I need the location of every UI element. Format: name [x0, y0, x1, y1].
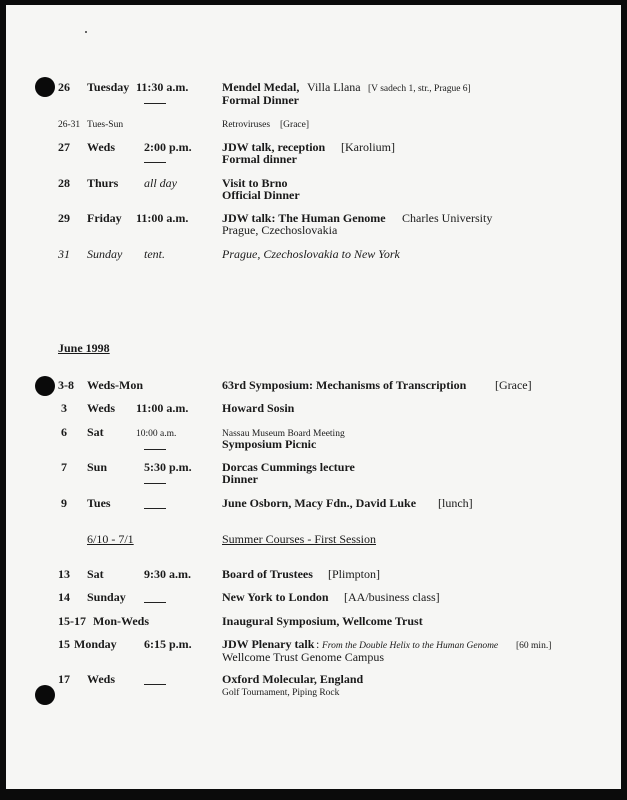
entry-line2: Formal Dinner [222, 93, 299, 107]
entry-note: [Karolium] [341, 140, 395, 154]
entry-title: Howard Sosin [222, 401, 295, 415]
entry-title: Inaugural Symposium, Wellcome Trust [222, 614, 423, 628]
entry-day: Sunday [87, 247, 123, 261]
paper-speck [85, 31, 87, 33]
entry-title: Summer Courses - First Session [222, 532, 377, 546]
entry-title: Dorcas Cummings lecture [222, 460, 355, 474]
time-blank-line [144, 602, 166, 603]
entry-time: 2:00 p.m. [144, 140, 192, 154]
entry-day: Tues-Sun [87, 120, 124, 130]
entry-title: New York to London [222, 590, 329, 604]
entry-day: Sunday [87, 590, 126, 604]
entry-note: [AA/business class] [344, 590, 440, 604]
time-blank-line [144, 162, 166, 163]
entry-title: June Osborn, Macy Fdn., David Luke [222, 496, 417, 510]
entry-date: 14 [58, 590, 70, 604]
time-blank-line [144, 103, 166, 104]
entry-date: 9 [61, 496, 67, 510]
entry-title: 63rd Symposium: Mechanisms of Transcription [222, 378, 467, 392]
entry-time: 9:30 a.m. [144, 567, 191, 581]
entry-line2: Dinner [222, 472, 258, 486]
time-blank-line [144, 449, 166, 450]
entry-time: 6:15 p.m. [144, 637, 192, 651]
entry-line2: Prague, Czechoslovakia [222, 223, 338, 237]
entry-date: 26-31 [58, 120, 81, 130]
entry-day: Weds-Mon [87, 378, 144, 392]
entry-detail: From the Double Helix to the Human Genome [322, 641, 499, 651]
binder-hole-bottom [35, 685, 55, 705]
entry-line2: Symposium Picnic [222, 437, 317, 451]
entry-title: Nassau Museum Board Meeting [222, 429, 345, 439]
time-blank-line [144, 483, 166, 484]
entry-line2: Wellcome Trust Genome Campus [222, 650, 385, 664]
entry-note: [Grace] [280, 120, 310, 130]
entry-title: JDW talk, reception [222, 140, 326, 154]
entry-time: 11:30 a.m. [136, 80, 189, 94]
entry-date: 6 [61, 425, 67, 439]
entry-line2: Formal dinner [222, 152, 297, 166]
entry-date: 26 [58, 80, 70, 94]
entry-detail: Charles University [402, 211, 493, 225]
entry-day: Friday [87, 211, 122, 225]
entry-note: [lunch] [438, 496, 473, 510]
time-blank-line [144, 508, 166, 509]
entry-title: JDW talk: The Human Genome [222, 211, 386, 225]
entry-date: 27 [58, 140, 70, 154]
entry-title: JDW Plenary talk [222, 637, 315, 651]
month-heading: June 1998 [58, 341, 110, 355]
entry-day: Mon-Weds [93, 614, 150, 628]
entry-day: Weds [87, 401, 116, 415]
entry-date: 17 [58, 672, 70, 686]
entry-date: 15-17 [58, 614, 86, 628]
entry-date: 3 [61, 401, 67, 415]
entry-time: 11:00 a.m. [136, 401, 189, 415]
entry-date: 28 [58, 176, 70, 190]
entry-date: 29 [58, 211, 70, 225]
entry-date: 7 [61, 460, 67, 474]
entry-title: Mendel Medal, [222, 80, 300, 94]
entry-colon: : [316, 637, 320, 651]
entry-detail: Villa Llana [307, 80, 361, 94]
entry-day: Sun [87, 460, 108, 474]
entry-date: 15 [58, 637, 70, 651]
entry-note: [Plimpton] [328, 567, 381, 581]
entry-note: [60 min.] [516, 641, 552, 651]
entry-note: [V sadech 1, str., Prague 6] [368, 84, 471, 94]
entry-time: 5:30 p.m. [144, 460, 192, 474]
entry-time: 11:00 a.m. [136, 211, 189, 225]
entry-title: Visit to Brno [222, 176, 288, 190]
entry-day: Weds [87, 672, 116, 686]
entry-day: Tuesday [87, 80, 130, 94]
binder-hole-top [35, 77, 55, 97]
binder-hole-middle [35, 376, 55, 396]
entry-date: 3-8 [58, 378, 74, 392]
entry-day: Sat [87, 425, 104, 439]
entry-title: Oxford Molecular, England [222, 672, 364, 686]
entry-note: [Grace] [495, 378, 532, 392]
entry-date: 31 [58, 247, 70, 261]
entry-time: tent. [144, 247, 165, 261]
entry-day: Weds [87, 140, 116, 154]
entry-time: 10:00 a.m. [136, 429, 177, 439]
entry-title: Prague, Czechoslovakia to New York [222, 247, 400, 261]
entry-title: Board of Trustees [222, 567, 313, 581]
entry-day: Thurs [87, 176, 119, 190]
entry-date: 13 [58, 567, 70, 581]
entry-title: Retroviruses [222, 120, 271, 130]
time-blank-line [144, 684, 166, 685]
entry-time: all day [144, 176, 177, 190]
entry-date: 6/10 - 7/1 [87, 532, 134, 546]
entry-day: Sat [87, 567, 104, 581]
entry-day: Monday [74, 637, 117, 651]
entry-line2: Golf Tournament, Piping Rock [222, 688, 340, 698]
entry-line2: Official Dinner [222, 188, 300, 202]
entry-day: Tues [87, 496, 111, 510]
